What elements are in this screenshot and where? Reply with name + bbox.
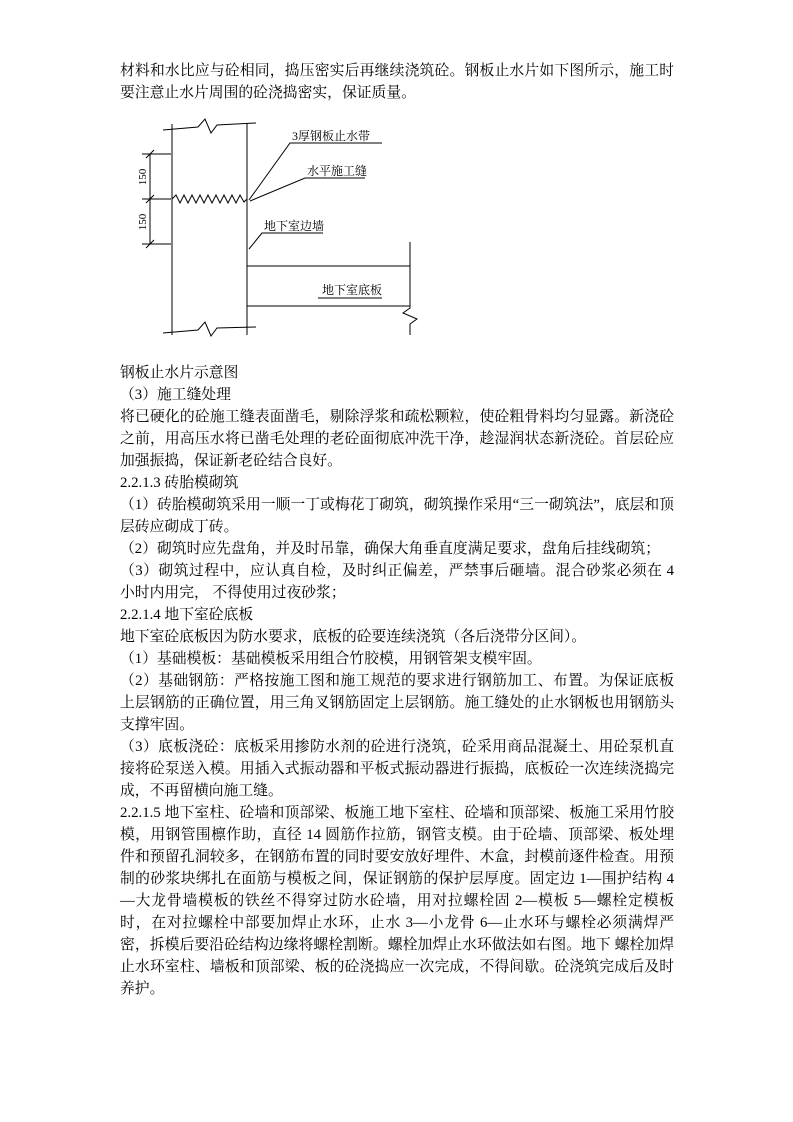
paragraph-masonry-2: （2）砌筑时应先盘角，并及时吊靠，确保大角垂直度满足要求，盘角后挂线砌筑； <box>120 541 661 557</box>
paragraph-masonry-1: （1）砖胎模砌筑采用一顺一丁或梅花丁砌筑，砌筑操作采用“三一砌筑法”，底层和顶层砖应砌成丁砖。 <box>120 497 674 535</box>
paragraph-masonry-3: （3）砌筑过程中，应认真自检，及时纠正偏差，严禁事后砸墙。混合砂浆必须在 4 小时内用完， 不得使用过夜砂浆； <box>120 563 674 601</box>
heading-2-2-1-3: 2.2.1.3 砖胎模砌筑 <box>120 475 239 491</box>
paragraph-slab-3: （3）底板浇砼：底板采用掺防水剂的砼进行浇筑，砼采用商品混凝土、用砼泵机直接将砼泵送入模。用插入式振动器和平板式振动器进行振捣，底板砼一次连续浇捣完成，不再留横向施工缝。 <box>120 739 674 799</box>
paragraph-2-2-1-5: 2.2.1.5 地下室柱、砼墙和顶部梁、板施工地下室柱、砼墙和顶部梁、板施工采用竹胶模，用钢管围檩作助，直径 14 圆筋作拉筋，钢管支模。由于砼墙、顶部梁、板处埋件和预留孔洞较多，在钢筋布置的同时要安放好埋件、木盒，封模前逐件检查。用预制的砂浆块绑扎在面筋与模板之间，保证钢筋的保护层厚度。固定边 1—围护结构 4—大龙骨墙模板的铁丝不得穿过防水砼墙，用对拉螺栓固 2—模板 5—螺栓定模板时，在对拉螺栓中部要加焊止水环，止水 3—小龙骨 6—止水环与螺栓必须满焊严密，拆模后要沿砼结构边缘将螺栓割断。螺栓加焊止水环做法如右图。地下 螺栓加焊止水环室柱、墙板和顶部梁、板的砼浇捣应一次完成，不得间歇。砼浇筑完成后及时养护。 <box>120 805 674 997</box>
heading-joint-treatment: （3）施工缝处理 <box>120 387 231 403</box>
dimension-150-upper: 150 <box>137 168 149 186</box>
label-basement-wall: 地下室边墙 <box>264 219 325 233</box>
waterstop-zigzag <box>172 195 247 203</box>
dimension-150-lower: 150 <box>137 213 149 231</box>
paragraph-intro: 材料和水比应与砼相同，捣压密实后再继续浇筑砼。钢板止水片如下图所示，施工时要注意止水片周围的砼浇捣密实，保证质量。 <box>120 63 674 101</box>
heading-2-2-1-4: 2.2.1.4 地下室砼底板 <box>120 607 254 623</box>
paragraph-slab-1: （1）基础模板：基础模板采用组合竹胶模，用钢管架支模牢固。 <box>120 651 542 667</box>
slab-right-break-line <box>403 242 417 335</box>
wall-top-break-line <box>163 119 256 133</box>
leader-joint-label <box>250 178 365 201</box>
leader-wall-label <box>249 233 323 249</box>
wall-bottom-break-line <box>163 322 256 336</box>
paragraph-joint-treatment: 将已硬化的砼施工缝表面凿毛，剔除浮浆和疏松颗粒，使砼粗骨料均匀显露。新浇砼之前，用高压水将已凿毛处理的老砼面彻底冲洗干净，趁湿润状态新浇砼。首层砼应加强振捣，保证新老砼结合良好。 <box>120 409 674 469</box>
paragraph-slab-2: （2）基础钢筋：严格按施工图和施工规范的要求进行钢筋加工、布置。为保证底板上层钢筋的正确位置，用三角叉钢筋固定上层钢筋。施工缝处的止水钢板也用钢筋头支撑牢固。 <box>120 673 674 733</box>
label-basement-slab: 地下室底板 <box>322 283 383 297</box>
paragraph-slab-intro: 地下室砼底板因为防水要求，底板的砼要连续浇筑（各后浇带分区间）。 <box>120 629 587 645</box>
label-construction-joint: 水平施工缝 <box>307 164 368 178</box>
figure-caption: 钢板止水片示意图 <box>120 365 239 381</box>
waterstop-figure <box>134 116 674 356</box>
label-waterstop-thickness: 3厚钢板止水带 <box>292 129 371 143</box>
waterstop-diagram-svg <box>134 116 446 356</box>
